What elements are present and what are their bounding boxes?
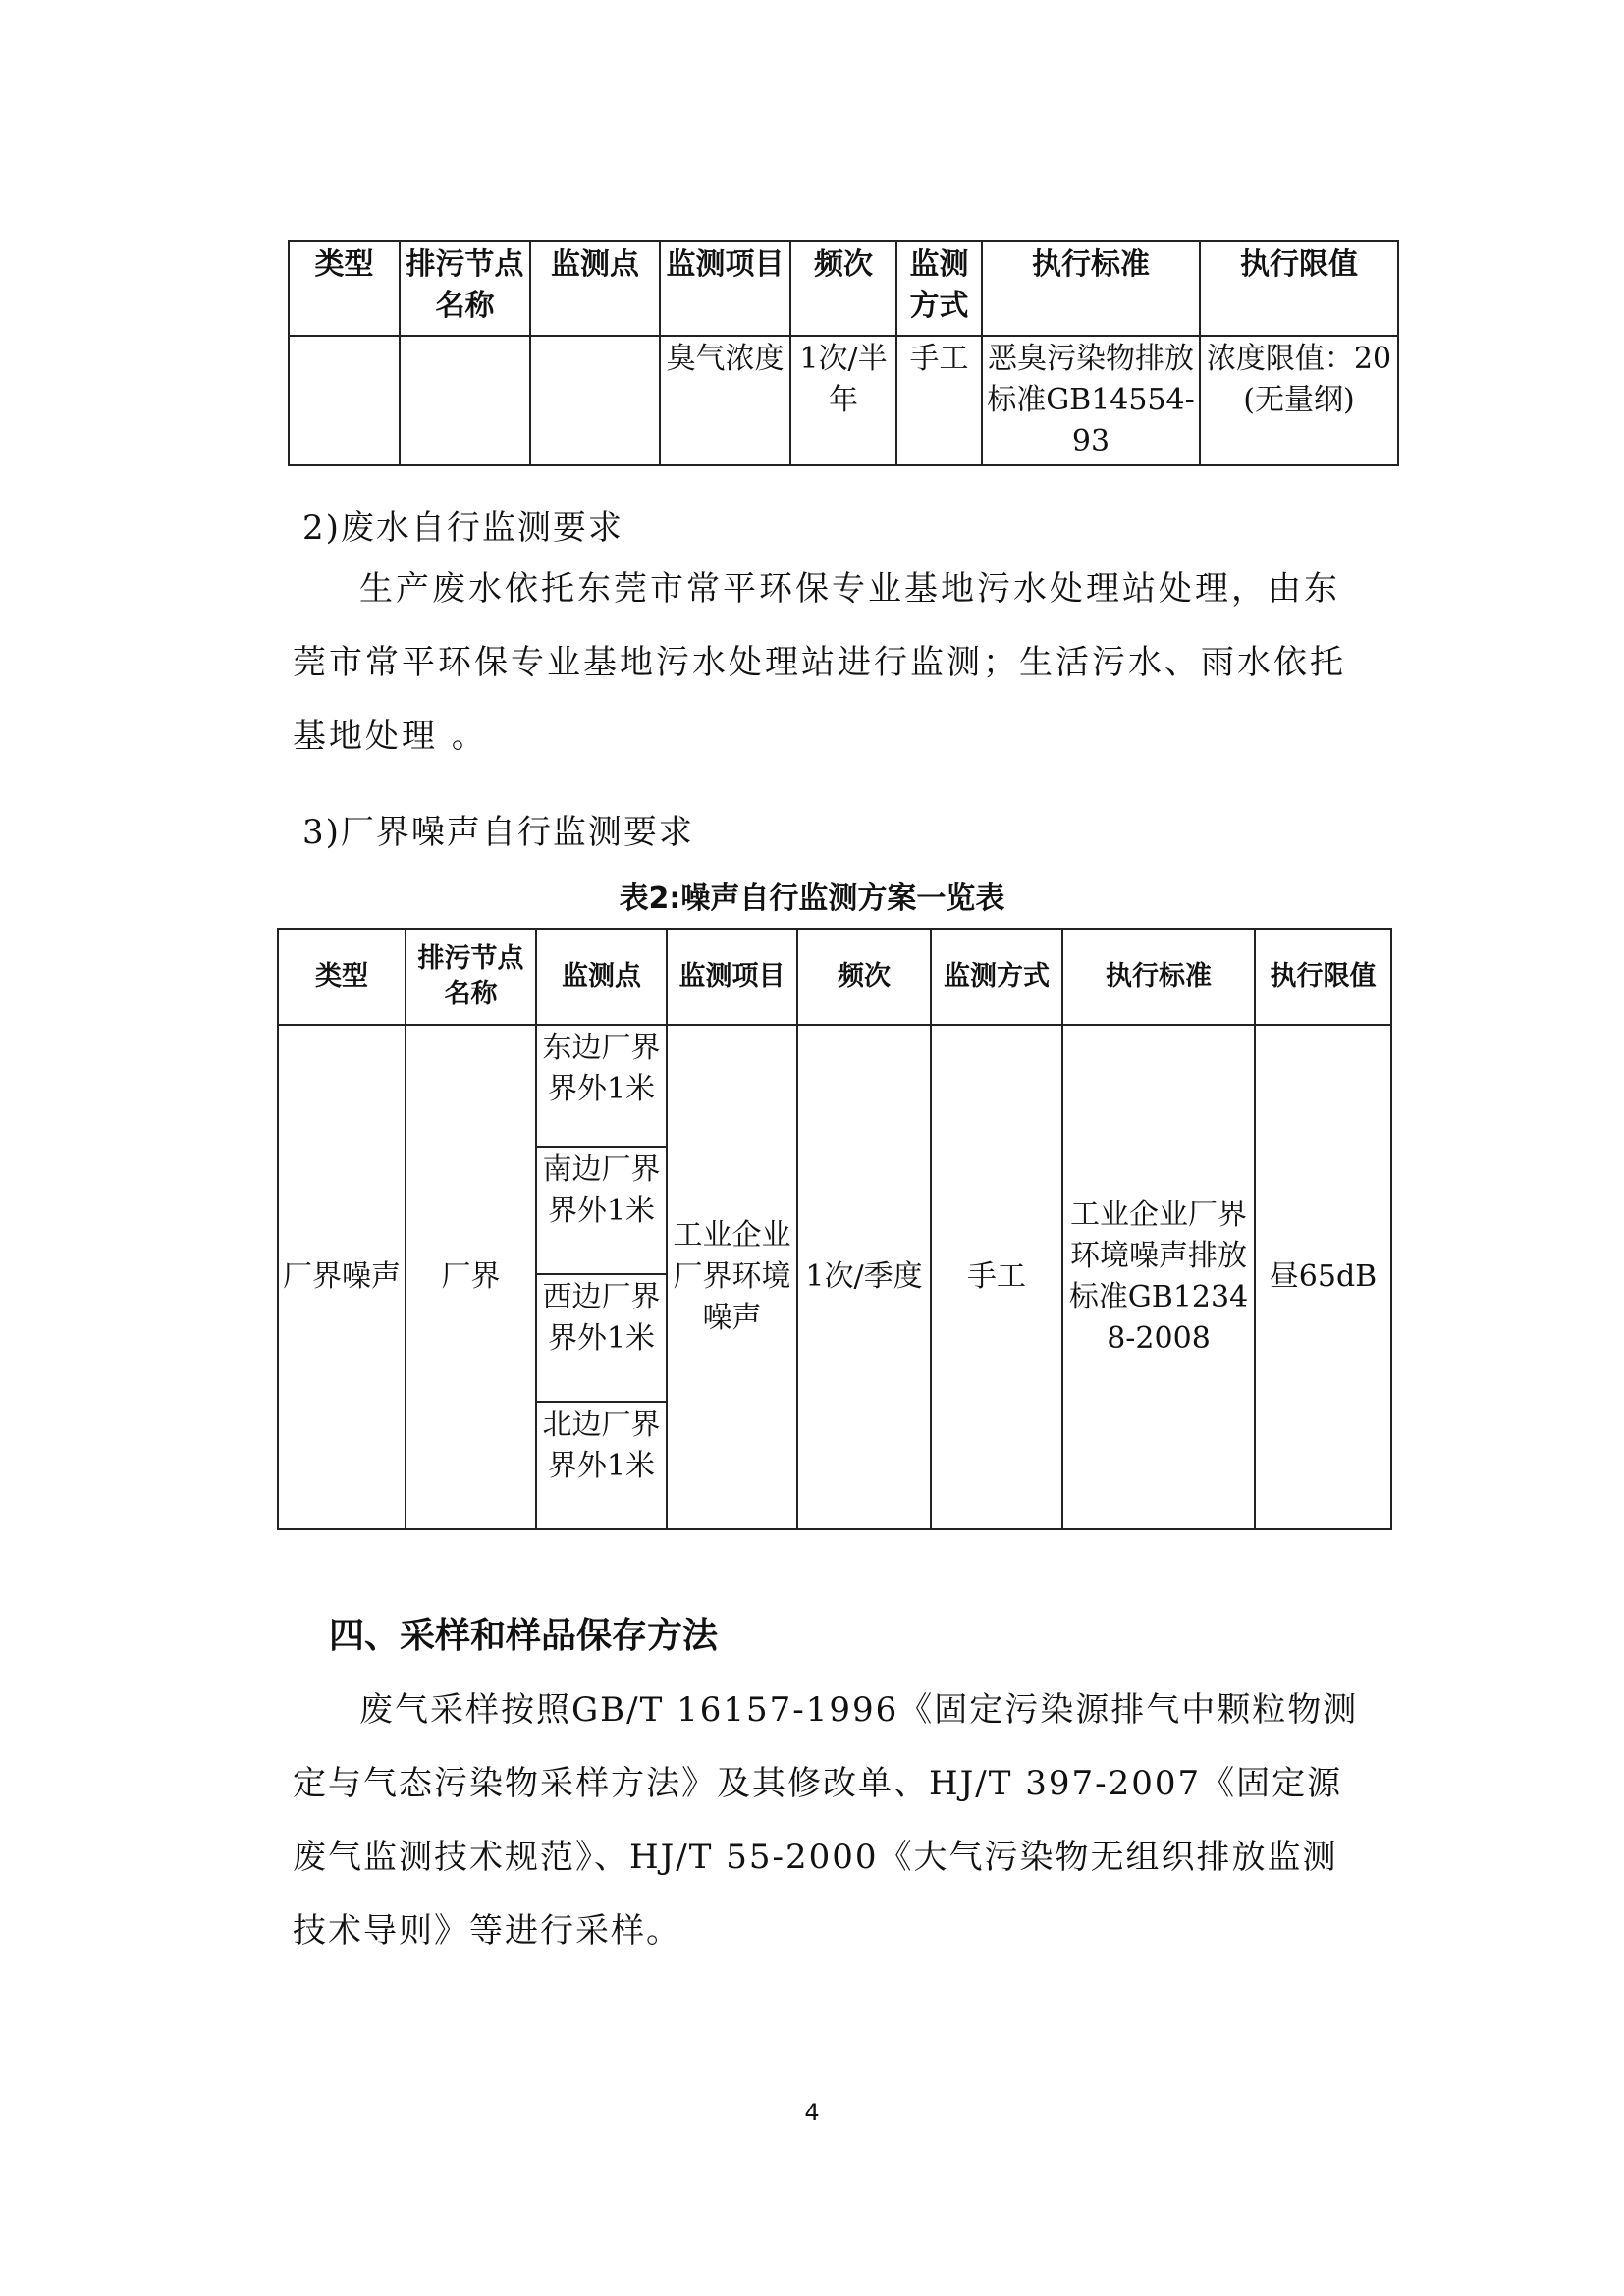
table-cell <box>400 336 530 465</box>
header-cell: 排污节点名称 <box>400 241 530 336</box>
wastewater-body: 生产废水依托东莞市常平环保专业基地污水处理站处理，由东莞市常平环保专业基地污水处理站进行监测；生活污水、雨水依托基地处理 。 <box>293 569 1346 756</box>
header-cell: 监测方式 <box>931 929 1062 1025</box>
standard-cell: 工业企业厂界环境噪声排放标准GB12348-2008 <box>1062 1025 1255 1529</box>
header-cell: 执行标准 <box>982 241 1200 336</box>
table-cell: 臭气浓度 <box>660 336 790 465</box>
header-cell: 类型 <box>278 929 406 1025</box>
air-monitoring-table <box>288 240 1399 466</box>
header-cell: 监测点 <box>530 241 660 336</box>
table-row <box>289 336 1398 465</box>
node-cell: 厂界 <box>406 1025 536 1529</box>
table-row <box>278 1025 1391 1147</box>
table-cell: 1次/半年 <box>790 336 896 465</box>
limit-cell: 昼65dB <box>1255 1025 1391 1529</box>
header-cell: 执行限值 <box>1255 929 1391 1025</box>
type-cell: 厂界噪声 <box>278 1025 406 1529</box>
monitoring-point-cell: 北边厂界界外1米 <box>536 1402 667 1529</box>
noise-monitoring-table <box>277 928 1392 1530</box>
header-cell: 排污节点名称 <box>406 929 536 1025</box>
method-cell: 手工 <box>931 1025 1062 1529</box>
header-cell: 执行限值 <box>1200 241 1398 336</box>
header-cell: 监测方式 <box>896 241 982 336</box>
monitoring-point-cell: 东边厂界界外1米 <box>536 1025 667 1147</box>
header-cell: 监测点 <box>536 929 667 1025</box>
table-cell: 恶臭污染物排放 标准GB14554-93 <box>982 336 1200 465</box>
header-cell: 类型 <box>289 241 400 336</box>
page-number: 4 <box>804 2099 820 2126</box>
table-header-row <box>289 241 1398 336</box>
section4-heading: 四、采样和样品保存方法 <box>329 1616 719 1656</box>
monitoring-point-cell: 西边厂界界外1米 <box>536 1274 667 1402</box>
monitoring-item-cell: 工业企业厂界环境噪声 <box>667 1025 797 1529</box>
header-cell: 监测项目 <box>667 929 797 1025</box>
header-cell: 频次 <box>797 929 931 1025</box>
header-cell: 执行标准 <box>1062 929 1255 1025</box>
noise-heading: 3)厂界噪声自行监测要求 <box>302 813 694 852</box>
section4-body: 废气采样按照GB/T 16157-1996《固定污染源排气中颗粒物测定与气态污染物采样方法》及其修改单、HJ/T 397-2007《固定源废气监测技术规范》、HJ/T 55-2000《大气污染物无组织排放监测技术导则》等进行采样。 <box>293 1690 1359 1950</box>
table2-caption: 表2:噪声自行监测方案一览表 <box>619 881 1005 916</box>
frequency-cell: 1次/季度 <box>797 1025 931 1529</box>
wastewater-heading: 2)废水自行监测要求 <box>302 508 623 548</box>
table-cell <box>289 336 400 465</box>
table-cell: 浓度限值：20(无量纲) <box>1200 336 1398 465</box>
table-cell: 手工 <box>896 336 982 465</box>
monitoring-point-cell: 南边厂界界外1米 <box>536 1147 667 1274</box>
header-cell: 频次 <box>790 241 896 336</box>
table-header-row <box>278 929 1391 1025</box>
table-cell <box>530 336 660 465</box>
header-cell: 监测项目 <box>660 241 790 336</box>
